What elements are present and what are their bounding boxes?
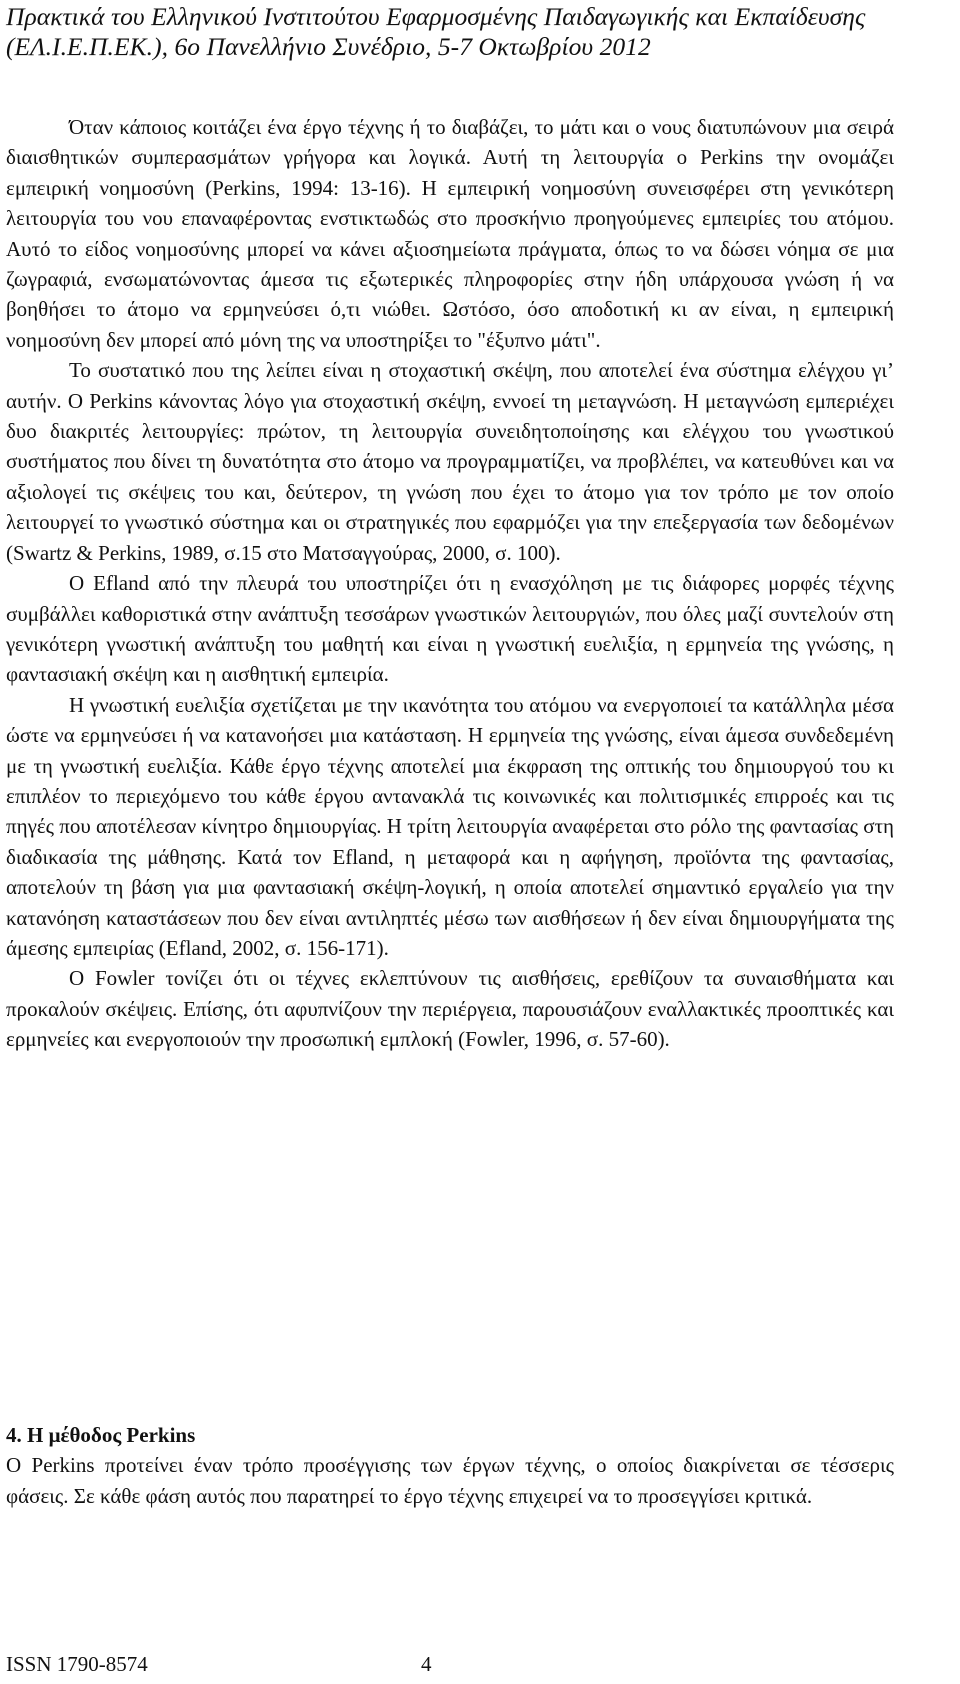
paragraph-5: Ο Fowler τονίζει ότι οι τέχνες εκλεπτύνουν τις αισθήσεις, ερεθίζουν τα συναισθήματα και προκαλούν σκέψεις. Επίσης, ότι αφυπνίζουν την περιέργεια, παρουσιάζουν εναλλακτικές προοπτικές και ερμηνείες και ενεργοποιούν την προσωπική εμπλοκή (Fowler, 1996, σ. 57-60). bbox=[6, 966, 894, 1052]
paragraph-1: Όταν κάποιος κοιτάζει ένα έργο τέχνης ή το διαβάζει, το μάτι και ο νους διατυπώνουν μια σειρά διαισθητικών συμπερασμάτων γρήγορα και λογικά. Αυτή τη λειτουργία ο Perkins την ονομάζει εμπειρική νοημοσύνη (Perkins, 1994: 13-16). Η εμπειρική νοημοσύνη συνεισφέρει στη γενικότερη λειτουργία του νου επαναφέροντας ενστικτωδώς στο προσκήνιο προηγούμενες εμπειρίες του ατόμου. Αυτό το είδος νοημοσύνης μπορεί να κάνει αξιοσημείωτα πράγματα, όπως το να δώσει νόημα σε μια ζωγραφιά, ενσωματώνοντας άμεσα τις εξωτερικές πληροφορίες στην ήδη υπάρχουσα γνώση ή να βοηθήσει το άτομο να ερμηνεύσει ό,τι νιώθει. Ωστόσο, όσο αποδοτική κι αν είναι, η εμπειρική νοημοσύνη δεν μπορεί από μόνη της να υποστηρίξει το "έξυπνο μάτι". bbox=[6, 115, 894, 352]
header-line-1: Πρακτικά του Ελληνικού Ινστιτούτου Εφαρμοσμένης Παιδαγωγικής και Εκπαίδευσης bbox=[6, 2, 866, 31]
section-heading: 4. Η μέθοδος Perkins bbox=[6, 1423, 196, 1447]
page-footer bbox=[6, 1645, 906, 1681]
paragraph-2: Το συστατικό που της λείπει είναι η στοχαστική σκέψη, που αποτελεί ένα σύστημα ελέγχου γι’ αυτήν. Ο Perkins κάνοντας λόγο για στοχαστική σκέψη, εννοεί τη μεταγνώση. Η μεταγνώση εμπεριέχει δυο διακριτές λειτουργίες: πρώτον, τη λειτουργία συνειδητοποίησης και ελέγχου του γνωστικού συστήματος που δίνει τη δυνατότητα στο άτομο να προγραμματίζει, να προβλέπει, να κατευθύνει και να αξιολογεί τις σκέψεις του και, δεύτερον, τη γνώση που έχει το άτομο για τον τρόπο με τον οποίο λειτουργεί το γνωστικό σύστημα και οι στρατηγικές που εφαρμόζει για την επεξεργασία των δεδομένων (Swartz & Perkins, 1989, σ.15 στο Ματσαγγούρας, 2000, σ. 100). bbox=[6, 358, 894, 565]
paragraph-3: Ο Efland από την πλευρά του υποστηρίζει ότι η ενασχόληση με τις διάφορες μορφές τέχνης συμβάλλει καθοριστικά στην ανάπτυξη τεσσάρων γνωστικών λειτουργιών, που όλες μαζί συντελούν στη γενικότερη γνωστική ανάπτυξη του μαθητή και είναι η γνωστική ευελιξία, η ερμηνεία της γνώσης, η φαντασιακή σκέψη και η αισθητική εμπειρία. bbox=[6, 571, 894, 687]
running-header bbox=[6, 2, 946, 62]
header-line-2: (ΕΛ.Ι.Ε.Π.ΕΚ.), 6ο Πανελλήνιο Συνέδριο, 5-7 Οκτωβρίου 2012 bbox=[6, 32, 651, 61]
page-number: 4 bbox=[421, 1652, 432, 1676]
section-paragraph: Ο Perkins προτείνει έναν τρόπο προσέγγισης των έργων τέχνης, ο οποίος διακρίνεται σε τέσσερις φάσεις. Σε κάθε φάση αυτός που παρατηρεί το έργο τέχνης επιχειρεί να το προσεγγίσει κριτικά. bbox=[6, 1453, 894, 1508]
issn-label: ISSN 1790-8574 bbox=[6, 1652, 148, 1676]
section-perkins-method bbox=[6, 1420, 894, 1511]
body-text bbox=[6, 112, 894, 1055]
paragraph-4: Η γνωστική ευελιξία σχετίζεται με την ικανότητα του ατόμου να ενεργοποιεί τα κατάλληλα μέσα ώστε να ερμηνεύσει ή να κατανοήσει μια κατάσταση. Η ερμηνεία της γνώσης, είναι άμεσα συνδεδεμένη με τη γνωστική ευελιξία. Κάθε έργο τέχνης αποτελεί μια έκφραση της οπτικής του δημιουργού του κι επιπλέον το περιεχόμενο του κάθε έργου αντανακλά τις κοινωνικές και πολιτισμικές επιρροές και τις πηγές που αποτέλεσαν κίνητρο δημιουργίας. Η τρίτη λειτουργία αναφέρεται στο ρόλο της φαντασίας στη διαδικασία της μάθησης. Κατά τον Efland, η μεταφορά και η αφήγηση, προϊόντα της φαντασίας, αποτελούν τη βάση για μια φαντασιακή σκέψη-λογική, η οποία αποτελεί σημαντικό εργαλείο για την κατανόηση καταστάσεων που δεν είναι αντιληπτές μέσω των αισθήσεων ή δεν είναι δημιουργήματα της άμεσης εμπειρίας (Efland, 2002, σ. 156-171). bbox=[6, 692, 894, 960]
